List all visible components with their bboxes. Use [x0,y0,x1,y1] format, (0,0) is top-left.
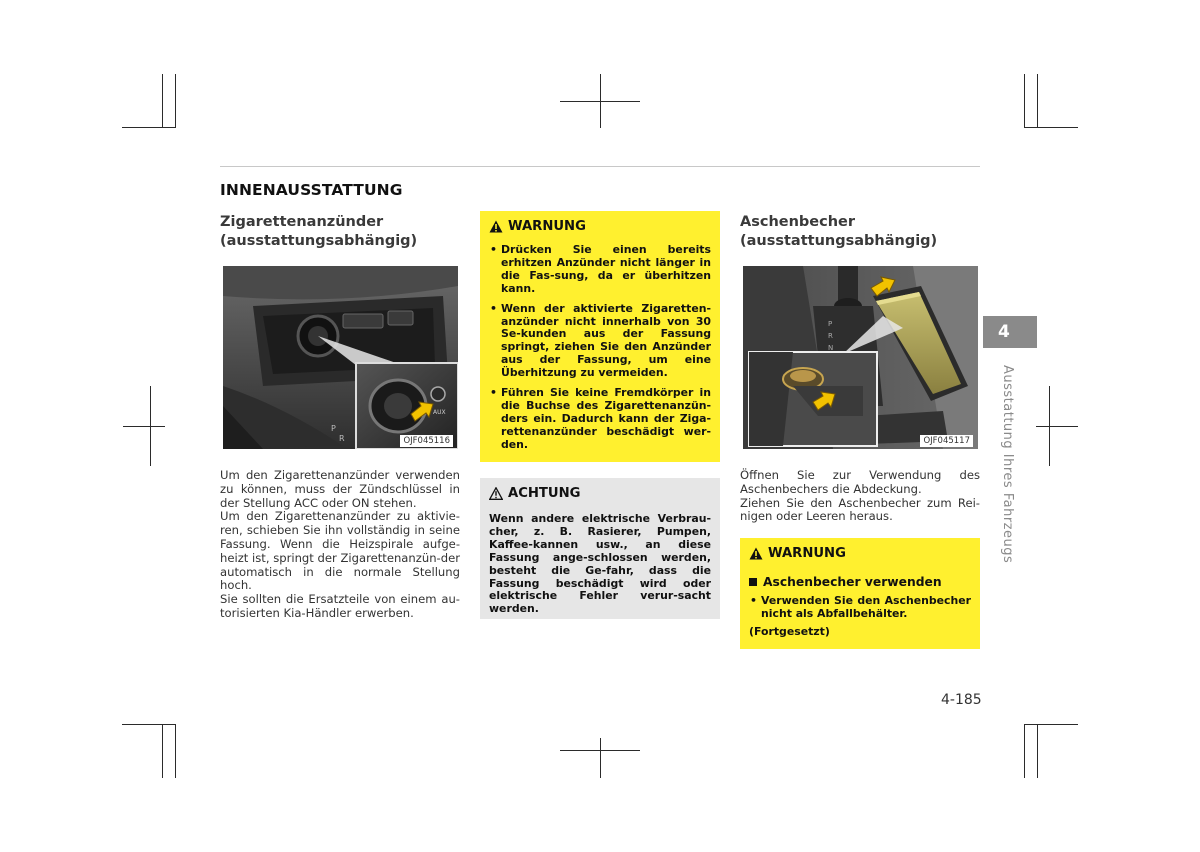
caution-title [489,486,711,501]
warning-item: • Führen Sie keine Fremdkörper in die Buchse des Zigarettenanzün-ders ein. Dadurch kann der Ziga-rettenanzünder beschädigt wer-den. [489,387,711,452]
warning-list [489,244,711,452]
continued-note: (Fortgesetzt) [749,624,830,638]
warning-triangle-icon [489,220,503,233]
paragraph: Um den Zigarettenanzünder verwenden zu können, muss der Zündschlüssel in der Stellung ACC oder ON stehen. [220,468,460,510]
square-bullet-icon [749,578,757,586]
warning-title-text: WARNUNG [768,546,846,561]
crop-mark [1036,426,1078,427]
warning-item: • Wenn der aktivierte Zigaretten-anzünder nicht innerhalb von 30 Se-kunden aus der Fassung springt, ziehen Sie den Anzünder aus der Fassung, um eine Überhitzung zu vermeiden. [489,303,711,380]
cigarette-lighter-heading [220,213,417,251]
heading-line: Zigarettenanzünder [220,214,384,230]
crop-mark [1024,724,1025,778]
crop-mark [175,74,176,128]
paragraph: Sie sollten die Ersatzteile von einem au-torisierten Kia-Händler erwerben. [220,592,460,620]
ashtray-photo [743,266,978,449]
lighter-instructions [220,469,460,621]
caution-title-text: ACHTUNG [508,486,581,501]
crop-mark [122,127,176,128]
warning-title-text: WARNUNG [508,219,586,234]
warning-list [749,595,971,621]
svg-text:N: N [828,344,834,352]
paragraph: Um den Zigarettenanzünder zu aktivie-ren, schieben Sie ihn vollständig in seine Fassung. Wenn die Heizspirale aufge-heizt ist, springt der Zigarettenanzün-der automatisch in die normale Stellung hoch. [220,509,460,593]
warning-box-lighter [480,211,720,462]
warning-subhead-text: Aschenbecher verwenden [763,575,942,589]
heading-line: (ausstattungsabhängig) [740,233,938,249]
crop-mark [560,101,640,102]
warning-item: • Drücken Sie einen bereits erhitzen Anzünder nicht länger in die Fas-sung, da er überhitzen kann. [489,244,711,296]
paragraph: Ziehen Sie den Aschenbecher zum Rei-nigen oder Leeren heraus. [740,495,980,524]
section-title: INNENAUSSTATTUNG [220,181,403,199]
warning-box-ashtray [740,538,980,649]
header-rule [220,166,980,167]
crop-mark [1024,74,1025,128]
svg-text:P: P [331,424,336,433]
crop-mark [1037,724,1038,778]
chapter-title: Ausstattung Ihres Fahrzeugs [1000,365,1015,564]
cigarette-lighter-photo [223,266,458,449]
crop-mark [1024,724,1078,725]
caution-box [480,478,720,619]
warning-triangle-icon [749,547,763,560]
crop-mark [123,426,165,427]
chapter-tab: 4 [983,316,1037,348]
ashtray-illustration [743,266,978,449]
warning-subhead [749,575,971,589]
ashtray-instructions [740,469,980,524]
photo-code: OJF045117 [920,435,973,447]
svg-text:P: P [828,320,833,328]
photo-code: OJF045116 [400,435,453,447]
crop-mark [162,74,163,128]
crop-mark [175,724,176,778]
crop-mark [122,724,176,725]
svg-text:R: R [339,434,345,443]
page-number: 4-185 [941,692,982,708]
svg-text:R: R [828,332,833,340]
caution-triangle-icon [489,487,503,500]
warning-title [489,219,711,234]
warning-item: • Verwenden Sie den Aschenbecher nicht als Abfallbehälter. [749,595,971,621]
caution-text: Wenn andere elektrische Verbrau-cher, z. B. Rasierer, Pumpen, Kaffee-kannen usw., an diese Fassung ange-schlossen werden, besteht die Ge-fahr, dass die Fassung beschädigt wird oder elektrische Fehler verur-sacht werden. [489,512,711,616]
warning-title [749,546,971,561]
aux-label: AUX [433,409,446,416]
crop-mark [1037,74,1038,128]
crop-mark [162,724,163,778]
paragraph: Öffnen Sie zur Verwendung des Aschenbechers die Abdeckung. [740,468,980,496]
crop-mark [1024,127,1078,128]
heading-line: (ausstattungsabhängig) [220,233,418,249]
crop-mark [560,750,640,751]
crop-mark [600,738,601,778]
heading-line: Aschenbecher [740,214,856,230]
ashtray-heading [740,213,937,251]
lighter-illustration [223,266,458,449]
